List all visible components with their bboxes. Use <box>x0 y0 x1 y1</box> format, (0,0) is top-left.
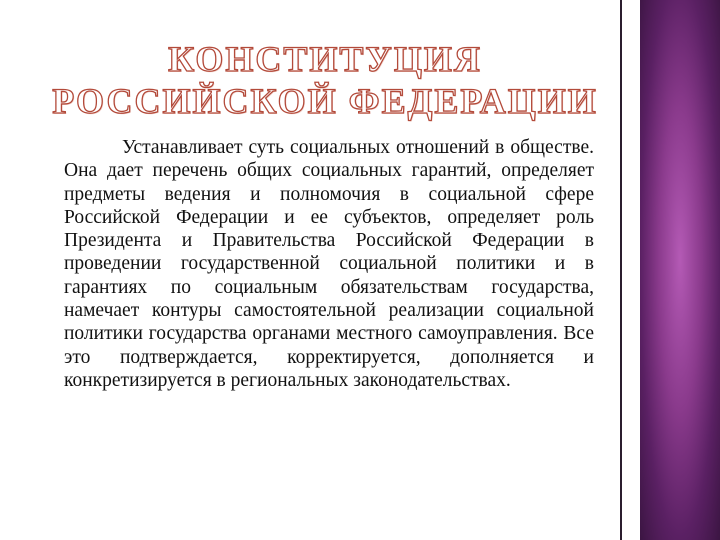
divider-line <box>620 0 622 540</box>
slide-body-text: Устанавливает суть социальных отношений в обществе. Она дает перечень общих социальных гарантий, определяет предметы ведения и полномочия в социальной сфере Российской Федерации и ее субъектов, определяет роль Президента и Правительства Российской Федерации в проведении государственной социальной политики и в гарантиях по социальным обязательствам государства, намечает контуры самостоятельной реализации социальной политики государства органами местного самоуправления. Все это подтверждается, корректируется, дополняется и конкретизируется в региональных законодательствах. <box>64 137 594 391</box>
slide-title: КОНСТИТУЦИЯ РОССИЙСКОЙ ФЕДЕРАЦИИ <box>52 39 598 121</box>
decorative-side-panel <box>640 0 720 540</box>
